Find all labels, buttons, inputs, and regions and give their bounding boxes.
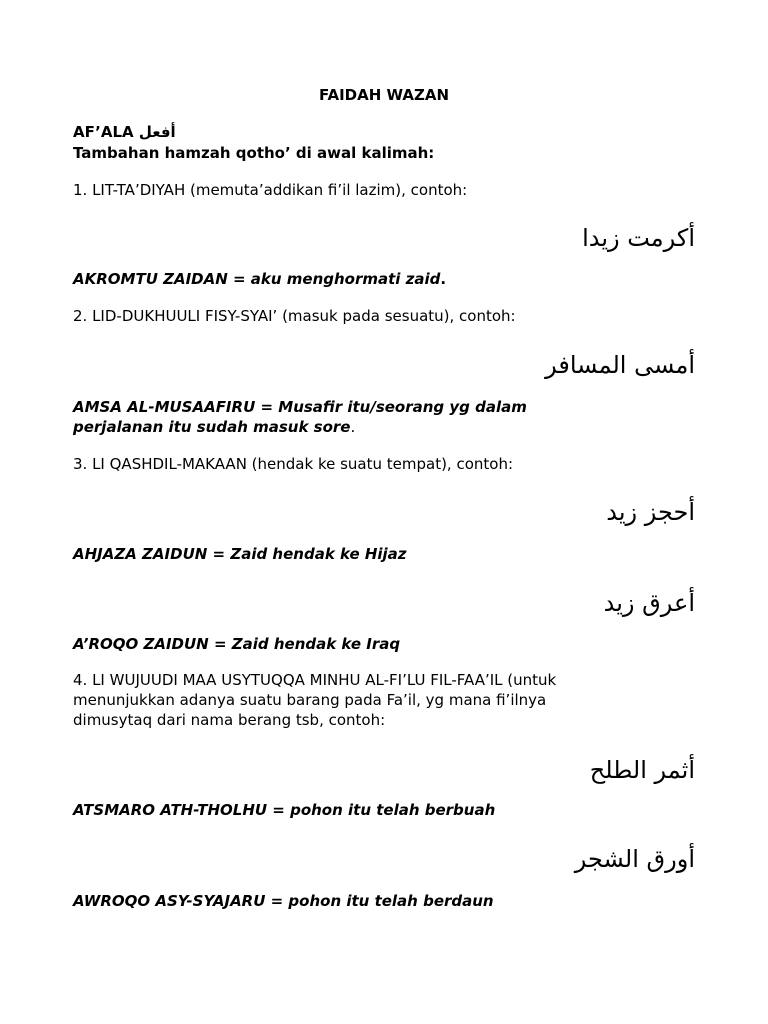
section-3-intro: 3. LI QASHDIL-MAKAAN (hendak ke suatu tempat), contoh: bbox=[73, 455, 514, 473]
section-3-translit-2: A’ROQO ZAIDUN = Zaid hendak ke Iraq bbox=[73, 635, 401, 653]
section-4-arabic-example-2: أورق الشجر bbox=[574, 845, 695, 873]
heading-line bbox=[73, 122, 698, 142]
section-2-translit-line2 bbox=[73, 417, 698, 437]
section-1-translit bbox=[73, 269, 698, 289]
section-2-arabic-example: أمسى المسافر bbox=[545, 351, 695, 379]
section-2-translit-tail: . bbox=[350, 418, 356, 436]
section-2-translit-line1: AMSA AL-MUSAAFIRU = Musafir itu/seorang yg dalam bbox=[73, 398, 527, 416]
page-title: FAIDAH WAZAN bbox=[318, 86, 450, 104]
section-2-intro: 2. LID-DUKHUULI FISY-SYAI’ (masuk pada sesuatu), contoh: bbox=[73, 307, 516, 325]
section-3-arabic-example-1: أحجز زيد bbox=[606, 498, 695, 526]
heading-subtitle: Tambahan hamzah qotho’ di awal kalimah: bbox=[73, 144, 435, 162]
section-2-translit-line2-text: perjalanan itu sudah masuk sore bbox=[73, 418, 351, 436]
section-1-intro: 1. LIT-TA’DIYAH (memuta’addikan fi’il lazim), contoh: bbox=[73, 181, 468, 199]
section-3-translit-1: AHJAZA ZAIDUN = Zaid hendak ke Hijaz bbox=[73, 545, 407, 563]
section-1-arabic-example: أكرمت زيدا bbox=[582, 224, 695, 252]
section-3-arabic-example-2: أعرق زيد bbox=[603, 589, 695, 617]
section-4-intro-line3: dimusytaq dari nama berang tsb, contoh: bbox=[73, 711, 386, 729]
heading-arabic: أفعل bbox=[138, 123, 176, 141]
section-4-translit-1: ATSMARO ATH-THOLHU = pohon itu telah berbuah bbox=[73, 801, 496, 819]
section-4-translit-2: AWROQO ASY-SYAJARU = pohon itu telah berdaun bbox=[73, 892, 494, 910]
section-1-translit-tail: . bbox=[440, 270, 447, 288]
heading-label: AF’ALA bbox=[73, 123, 134, 141]
section-4-arabic-example-1: أثمر الطلح bbox=[589, 756, 695, 784]
section-1-translit-text: AKROMTU ZAIDAN = aku menghormati zaid bbox=[73, 270, 441, 288]
section-4-intro-line1: 4. LI WUJUUDI MAA USYTUQQA MINHU AL-FI’LU FIL-FAA’IL (untuk bbox=[73, 671, 557, 689]
section-4-intro-line2: menunjukkan adanya suatu barang pada Fa’il, yg mana fi’ilnya bbox=[73, 691, 547, 709]
